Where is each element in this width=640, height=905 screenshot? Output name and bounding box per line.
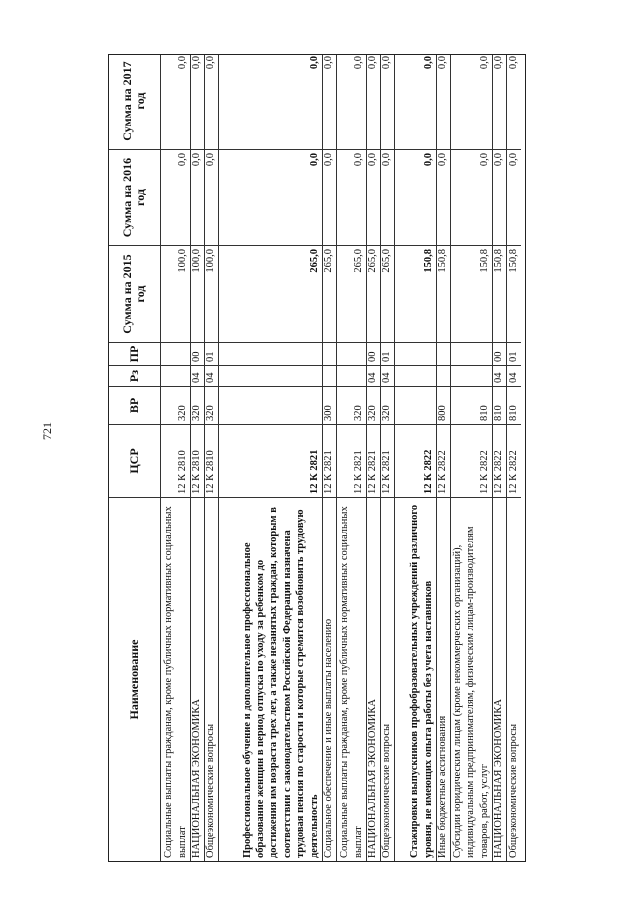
row-csr: 12 К 2821 xyxy=(323,424,336,497)
row-rz xyxy=(451,365,492,386)
row-sum-2016: 0,0 xyxy=(161,149,190,245)
row-sum-2016: 0,0 xyxy=(367,149,380,245)
row-sum-2015: 265,0 xyxy=(323,245,336,342)
row-rz xyxy=(437,365,450,386)
table-row xyxy=(219,55,323,861)
table-row xyxy=(337,55,367,861)
row-name: Социальное обеспечение и иные выплаты населению xyxy=(323,497,336,861)
row-sum-2017: 0,0 xyxy=(367,56,378,70)
row-csr: 12 К 2821 xyxy=(219,424,322,497)
page-number: 721 xyxy=(40,422,54,440)
row-csr: 12 К 2822 xyxy=(437,424,450,497)
row-sum-2017: 0,0 xyxy=(205,56,216,70)
row-csr: 12 К 2810 xyxy=(161,424,190,497)
row-sum-2016: 0,0 xyxy=(381,149,394,245)
row-rz: 04 xyxy=(507,365,521,386)
row-name: Иные бюджетные ассигнования xyxy=(437,497,450,861)
row-name: Общеэкономические вопросы xyxy=(381,497,394,861)
row-pr xyxy=(437,342,450,365)
row-sum-2016: 0,0 xyxy=(437,149,450,245)
row-rz xyxy=(323,365,336,386)
header-sum-2017: Сумма на 2017 год xyxy=(120,61,147,141)
row-vr: 320 xyxy=(381,386,394,424)
row-sum-2015: 150,8 xyxy=(437,245,450,342)
row-vr: 320 xyxy=(161,386,190,424)
row-vr: 810 xyxy=(451,386,492,424)
header-rz: Рз xyxy=(109,365,160,386)
row-sum-2016: 0,0 xyxy=(493,149,506,245)
row-sum-2015: 150,8 xyxy=(395,245,436,342)
row-pr: 01 xyxy=(507,342,521,365)
row-vr xyxy=(219,386,322,424)
row-sum-2017: 0,0 xyxy=(478,56,490,70)
table-row xyxy=(367,55,381,861)
row-pr: 00 xyxy=(191,342,204,365)
row-rz: 04 xyxy=(191,365,204,386)
row-vr: 810 xyxy=(507,386,521,424)
header-csr: ЦСР xyxy=(109,424,160,497)
row-sum-2015: 265,0 xyxy=(337,245,366,342)
row-pr: 01 xyxy=(205,342,218,365)
row-csr: 12 К 2810 xyxy=(205,424,218,497)
row-rz xyxy=(161,365,190,386)
row-sum-2015: 150,8 xyxy=(493,245,506,342)
row-sum-2017: 0,0 xyxy=(507,56,519,70)
row-pr: 00 xyxy=(493,342,506,365)
table-row xyxy=(161,55,191,861)
row-rz: 04 xyxy=(367,365,380,386)
row-sum-2015: 100,0 xyxy=(161,245,190,342)
row-name: Общеэкономические вопросы xyxy=(507,497,521,861)
table-row xyxy=(381,55,395,861)
row-vr xyxy=(395,386,436,424)
table-row xyxy=(395,55,437,861)
table-row xyxy=(191,55,205,861)
row-pr xyxy=(161,342,190,365)
row-name: НАЦИОНАЛЬНАЯ ЭКОНОМИКА xyxy=(367,497,380,861)
table-row xyxy=(507,55,521,861)
row-vr: 810 xyxy=(493,386,506,424)
row-rz xyxy=(395,365,436,386)
row-sum-2016: 0,0 xyxy=(191,149,204,245)
row-sum-2017: 0,0 xyxy=(191,56,202,70)
row-name: Профессиональное обучение и дополнительное профессиональное образование женщин в период отпуска по уходу за ребенком до достижения им возраста трех лет, а также незанятых граждан, которым в соответствии с законодательством Российской Федерации назначена трудовая пенсия по старости и которые стремятся возобновить трудовую деятельность xyxy=(219,497,322,861)
table-row xyxy=(493,55,507,861)
row-pr xyxy=(451,342,492,365)
row-name: Стажировки выпускников профобразовательных учреждений различного уровня, не имеющих опыта работы без учета наставников xyxy=(395,497,436,861)
row-csr: 12 К 2821 xyxy=(381,424,394,497)
row-pr: 01 xyxy=(381,342,394,365)
row-vr: 320 xyxy=(367,386,380,424)
table-header-row xyxy=(109,55,161,861)
budget-table xyxy=(108,54,526,862)
row-name: НАЦИОНАЛЬНАЯ ЭКОНОМИКА xyxy=(191,497,204,861)
row-sum-2016: 0,0 xyxy=(205,149,218,245)
row-sum-2016: 0,0 xyxy=(323,149,336,245)
table-row xyxy=(323,55,337,861)
table-row xyxy=(437,55,451,861)
row-sum-2015: 100,0 xyxy=(205,245,218,342)
row-csr: 12 К 2822 xyxy=(507,424,521,497)
row-vr: 800 xyxy=(437,386,450,424)
row-sum-2016: 0,0 xyxy=(395,149,436,245)
row-rz xyxy=(219,365,322,386)
header-name: Наименование xyxy=(109,497,160,861)
row-rz: 04 xyxy=(493,365,506,386)
row-rz: 04 xyxy=(381,365,394,386)
row-vr: 320 xyxy=(191,386,204,424)
row-csr: 12 К 2821 xyxy=(337,424,366,497)
row-vr: 300 xyxy=(323,386,336,424)
row-name: Социальные выплаты гражданам, кроме публичных нормативных социальных выплат xyxy=(337,497,366,861)
row-pr xyxy=(337,342,366,365)
row-sum-2015: 265,0 xyxy=(381,245,394,342)
row-pr xyxy=(323,342,336,365)
row-sum-2016: 0,0 xyxy=(451,149,492,245)
row-csr: 12 К 2822 xyxy=(451,424,492,497)
row-csr: 12 К 2822 xyxy=(493,424,506,497)
row-rz: 04 xyxy=(205,365,218,386)
row-vr: 320 xyxy=(205,386,218,424)
row-sum-2017: 0,0 xyxy=(308,56,320,70)
row-name: Социальные выплаты гражданам, кроме публичных нормативных социальных выплат xyxy=(161,497,190,861)
row-sum-2017: 0,0 xyxy=(493,56,504,70)
table-row-spacer xyxy=(520,54,526,862)
row-sum-2015: 265,0 xyxy=(367,245,380,342)
row-sum-2015: 265,0 xyxy=(219,245,322,342)
row-csr: 12 К 2822 xyxy=(395,424,436,497)
row-name: НАЦИОНАЛЬНАЯ ЭКОНОМИКА xyxy=(493,497,506,861)
row-sum-2017: 0,0 xyxy=(352,56,364,70)
row-sum-2017: 0,0 xyxy=(381,56,392,70)
row-sum-2016: 0,0 xyxy=(507,149,521,245)
row-rz xyxy=(337,365,366,386)
header-sum-2016: Сумма на 2016 год xyxy=(109,149,160,245)
row-sum-2017: 0,0 xyxy=(176,56,188,70)
row-sum-2015: 100,0 xyxy=(191,245,204,342)
row-sum-2016: 0,0 xyxy=(337,149,366,245)
table-row xyxy=(451,55,493,861)
row-csr: 12 К 2821 xyxy=(367,424,380,497)
row-sum-2016: 0,0 xyxy=(219,149,322,245)
row-csr: 12 К 2810 xyxy=(191,424,204,497)
row-sum-2017: 0,0 xyxy=(323,56,334,70)
header-sum-2015: Сумма на 2015 год xyxy=(109,245,160,342)
rotated-table-container xyxy=(108,54,526,862)
row-sum-2017: 0,0 xyxy=(422,56,434,70)
row-pr xyxy=(395,342,436,365)
row-sum-2015: 150,8 xyxy=(451,245,492,342)
row-sum-2015: 150,8 xyxy=(507,245,521,342)
row-pr xyxy=(219,342,322,365)
header-vr: ВР xyxy=(109,386,160,424)
table-row xyxy=(205,55,219,861)
header-pr: ПР xyxy=(109,342,160,365)
row-pr: 00 xyxy=(367,342,380,365)
row-sum-2017: 0,0 xyxy=(437,56,448,70)
row-name: Субсидии юридическим лицам (кроме некоммерческих организаций), индивидуальным предпринимателям, физическим лицам-производителям товаров, работ, услуг xyxy=(451,497,492,861)
row-name: Общеэкономические вопросы xyxy=(205,497,218,861)
row-vr: 320 xyxy=(337,386,366,424)
